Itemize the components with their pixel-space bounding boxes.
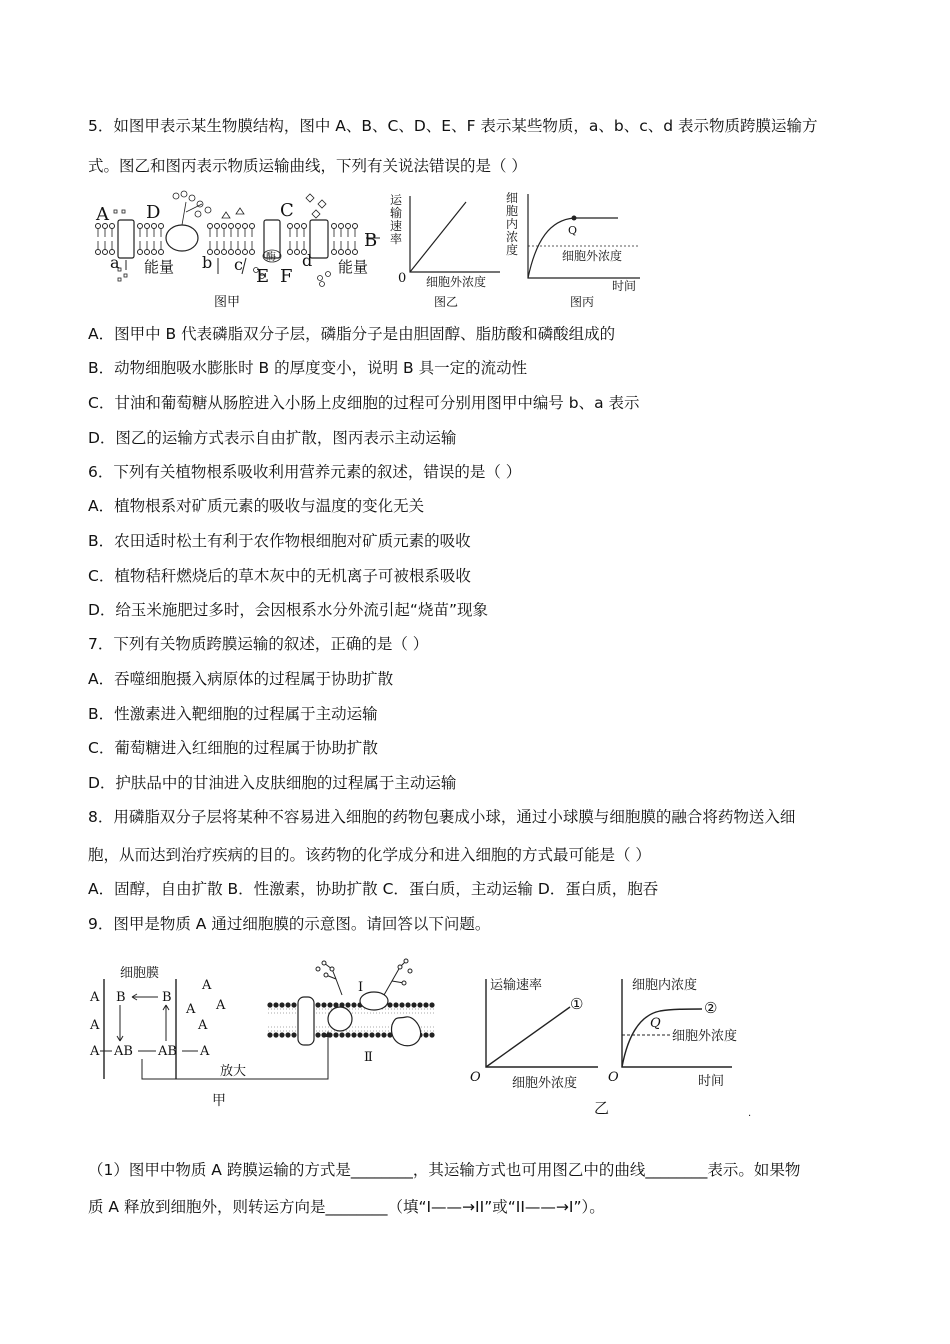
q9-a-3: A [90, 1044, 100, 1059]
q9-sub1-line1: （1）图甲中物质 A 跨膜运输的方式是________，其运输方式也可用图乙中的曲线________表示。如果物 [88, 1161, 801, 1179]
q9-g2-xlabel: 时间 [698, 1074, 725, 1089]
bing-ylabel-1: 胞 [506, 204, 519, 218]
yi-ylabel-2: 速 [390, 219, 403, 233]
q9-a-8: A [200, 1044, 210, 1059]
q8-stem-line1: 8．用磷脂双分子层将某种不容易进入细胞的药物包裹成小球，通过小球膜与细胞膜的融合将药物送入细 [88, 808, 796, 826]
q9-g1-origin: O [470, 1070, 481, 1085]
carrier-protein-d [310, 220, 328, 258]
protein-d [166, 225, 198, 251]
caption-yi: 图乙 [434, 295, 459, 309]
q9-channel-protein [298, 997, 314, 1045]
q9-a-2: A [90, 1018, 100, 1033]
q9-g1-curve-label: ① [570, 995, 584, 1013]
q6-option-d: D．给玉米施肥过多时，会因根系水分外流引起“烧苗”现象 [88, 601, 488, 619]
q9-a-1: A [90, 990, 100, 1005]
q7-option-d: D．护肤品中的甘油进入皮肤细胞的过程属于主动运输 [88, 774, 457, 792]
q9-a-7: A [198, 1018, 208, 1033]
q7-stem: 7．下列有关物质跨膜运输的叙述，正确的是（ ） [88, 635, 429, 653]
yi-ylabel-0: 运 [390, 193, 403, 207]
q9-b-1: B [116, 990, 126, 1005]
label-B: B [364, 230, 378, 251]
q9-g2-curve-label: ② [704, 999, 718, 1017]
caption-bing: 图丙 [570, 295, 595, 309]
q9-g1-xlabel: 细胞外浓度 [512, 1076, 578, 1091]
bing-ylabel-2: 内 [506, 217, 519, 231]
q5-option-c: C．甘油和葡萄糖从肠腔进入小肠上皮细胞的过程可分别用图甲中编号 b、a 表示 [88, 394, 640, 412]
q9-a-6: A [216, 998, 226, 1013]
q9-ab-1: AB [114, 1044, 133, 1059]
q5-stem-line2: 式。图乙和图丙表示物质运输曲线，下列有关说法错误的是（ ） [88, 157, 527, 175]
q5-option-a: A．图甲中 B 代表磷脂双分子层，磷脂分子是由胆固醇、脂肪酸和磷酸组成的 [88, 325, 616, 343]
q9-figure-yi-graph2 [594, 975, 756, 1125]
q5-figure-jia [90, 190, 390, 310]
q5-option-b: B．动物细胞吸水膨胀时 B 的厚度变小，说明 B 具一定的流动性 [88, 359, 528, 377]
q7-option-c: C．葡萄糖进入红细胞的过程属于协助扩散 [88, 739, 378, 757]
label-D: D [146, 202, 161, 223]
q9-b-2: B [162, 990, 172, 1005]
q9-figure-yi-graph1 [466, 975, 606, 1095]
carrier-protein-a [118, 220, 134, 258]
q9-a-5: A [186, 1002, 196, 1017]
q5-option-d: D．图乙的运输方式表示自由扩散，图丙表示主动运输 [88, 429, 457, 447]
q8-options: A．固醇，自由扩散 B．性激素，协助扩散 C．蛋白质，主动运输 D．蛋白质，胞吞 [88, 880, 659, 898]
label-E: E [256, 266, 270, 287]
q9-side-II: Ⅱ [364, 1050, 373, 1065]
label-C: C [280, 200, 294, 221]
q9-ab-2: AB [158, 1044, 177, 1059]
q9-enlarge-label: 放大 [220, 1064, 247, 1079]
yi-ylabel-1: 输 [390, 206, 403, 220]
stray-dot: . [748, 1108, 752, 1119]
label-a: a [110, 253, 120, 272]
yi-origin: 0 [398, 271, 407, 286]
q9-g2-ylabel: 细胞内浓度 [632, 978, 698, 993]
q7-option-a: A．吞噬细胞摄入病原体的过程属于协助扩散 [88, 670, 394, 688]
q6-option-b: B．农田适时松土有利于农作物根细胞对矿质元素的吸收 [88, 532, 471, 550]
q9-sub1-line2: 质 A 释放到细胞外，则转运方向是________（填“I——→II”或“II——→I”）。 [88, 1198, 605, 1216]
q9-peripheral-protein [392, 1017, 421, 1046]
q6-stem: 6．下列有关植物根系吸收利用营养元素的叙述，错误的是（ ） [88, 463, 522, 481]
energy-label-2: 能量 [338, 258, 369, 276]
label-A: A [96, 204, 109, 225]
bing-dash-label: 细胞外浓度 [562, 249, 623, 263]
q9-g1-ylabel: 运输速率 [490, 978, 543, 993]
yi-ylabel-3: 率 [390, 232, 403, 246]
q9-membrane-label: 细胞膜 [120, 966, 160, 981]
label-d: d [302, 251, 313, 270]
q9-stem: 9．图甲是物质 A 通过细胞膜的示意图。请回答以下问题。 [88, 915, 491, 933]
bing-q-label: Q [568, 224, 578, 237]
q6-option-a: A．植物根系对矿质元素的吸收与温度的变化无关 [88, 497, 425, 515]
q8-stem-line2: 胞，从而达到治疗疾病的目的。该药物的化学成分和进入细胞的方式最可能是（ ） [88, 846, 651, 864]
q9-g2-q-label: Q [650, 1016, 661, 1031]
q9-side-I: I [358, 980, 364, 995]
q5-figure-yi [388, 190, 508, 310]
q5-stem-line1: 5．如图甲表示某生物膜结构，图中 A、B、C、D、E、F 表示某些物质，a、b、c、d 表示物质跨膜运输方 [88, 117, 818, 135]
yi-xlabel: 细胞外浓度 [426, 275, 487, 289]
q6-option-c: C．植物秸秆燃烧后的草木灰中的无机离子可被根系吸收 [88, 567, 471, 585]
q9-g2-dash-label: 细胞外浓度 [672, 1029, 738, 1044]
q7-option-b: B．性激素进入靶细胞的过程属于主动运输 [88, 705, 378, 723]
bing-ylabel-0: 细 [506, 191, 519, 205]
q9-yi-caption: 乙 [594, 1099, 610, 1117]
q9-figure-jia [88, 955, 444, 1115]
label-b: b [202, 253, 213, 272]
q5-figure-bing [504, 190, 654, 310]
caption-jia: 图甲 [214, 295, 241, 310]
q9-jia-caption: 甲 [212, 1093, 226, 1109]
energy-label-1: 能量 [144, 258, 175, 276]
bing-xlabel: 时间 [612, 279, 637, 293]
enzyme-label: 酶 [266, 252, 276, 263]
label-F: F [280, 266, 293, 287]
bing-ylabel-4: 度 [506, 243, 519, 257]
q9-a-4: A [202, 978, 212, 993]
q9-g2-origin: O [608, 1070, 619, 1085]
label-c: c [234, 255, 243, 274]
bing-ylabel-3: 浓 [506, 230, 519, 244]
